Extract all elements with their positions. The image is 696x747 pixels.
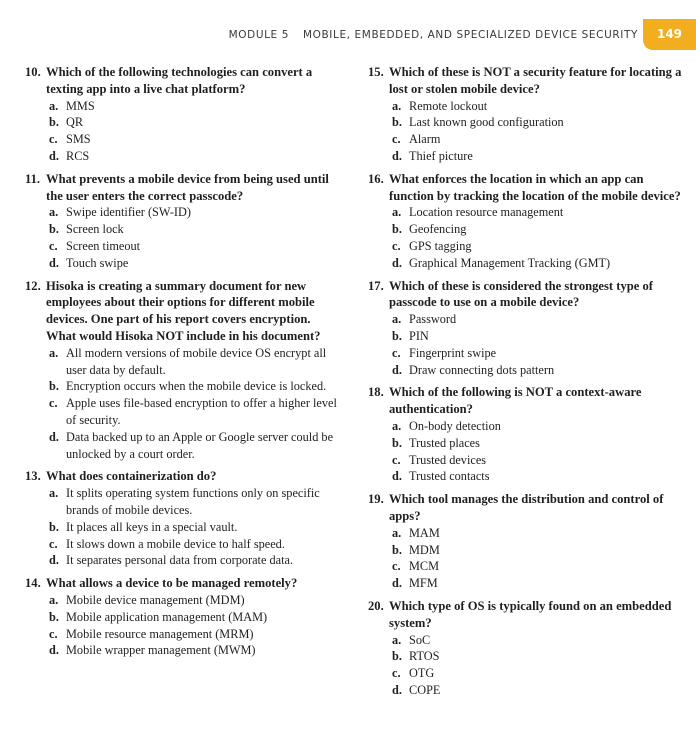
option-letter: b. xyxy=(392,328,402,343)
option-letter: c. xyxy=(392,132,401,147)
question-text: Which tool manages the distribution and control of apps? xyxy=(389,492,664,523)
question xyxy=(368,598,683,699)
option-letter: c. xyxy=(392,345,401,360)
answer-option xyxy=(368,682,683,699)
option-text: On-body detection xyxy=(409,418,501,433)
question-stem xyxy=(25,278,343,345)
answer-option xyxy=(25,131,343,148)
answer-option xyxy=(25,592,343,609)
answer-option xyxy=(25,485,343,519)
module-label: MODULE 5 xyxy=(228,29,290,41)
option-text: SoC xyxy=(409,632,431,647)
answer-option xyxy=(368,452,683,469)
answer-option xyxy=(368,131,683,148)
option-letter: c. xyxy=(49,626,58,641)
answer-option xyxy=(25,609,343,626)
option-letter: b. xyxy=(49,222,59,237)
answer-option xyxy=(368,204,683,221)
option-letter: b. xyxy=(392,542,402,557)
question-stem xyxy=(368,171,683,205)
question-stem xyxy=(25,171,343,205)
answer-option xyxy=(25,204,343,221)
answer-option xyxy=(368,255,683,272)
answer-option xyxy=(368,558,683,575)
answer-option xyxy=(25,536,343,553)
option-letter: b. xyxy=(392,115,402,130)
question-text: What enforces the location in which an app can function by tracking the location of the mobile device? xyxy=(389,171,681,203)
option-letter: b. xyxy=(392,222,402,237)
option-text: MFM xyxy=(409,576,438,591)
question-number: 10. xyxy=(25,65,41,79)
answer-option xyxy=(368,98,683,115)
option-letter: a. xyxy=(49,98,59,113)
question-number: 20. xyxy=(368,598,384,613)
question-number: 16. xyxy=(368,171,384,186)
option-text: Touch swipe xyxy=(66,255,129,270)
answer-option xyxy=(25,378,343,395)
option-text: It splits operating system functions only on specific brands of mobile devices. xyxy=(66,486,320,517)
option-text: Data backed up to an Apple or Google server could be unlocked by a court order. xyxy=(66,429,334,461)
option-text: MDM xyxy=(409,542,440,557)
option-text: Trusted places xyxy=(409,435,480,450)
question-text: Hisoka is creating a summary document for new employees about their options for different mobile devices. One part of his report covers encryption. What would Hisoka NOT include in his document? xyxy=(46,278,321,343)
answer-option xyxy=(25,395,343,429)
question xyxy=(25,468,343,569)
option-letter: b. xyxy=(392,649,402,664)
option-letter: c. xyxy=(49,132,58,147)
option-text: It separates personal data from corporate data. xyxy=(66,553,294,568)
question xyxy=(368,171,683,272)
option-letter: c. xyxy=(49,238,58,253)
question-text: What allows a device to be managed remotely? xyxy=(46,576,298,591)
answer-option xyxy=(368,328,683,345)
option-letter: c. xyxy=(392,666,401,681)
question-number: 15. xyxy=(368,65,384,79)
answer-option xyxy=(368,648,683,665)
answer-option xyxy=(25,552,343,569)
option-letter: c. xyxy=(392,452,401,467)
option-text: RCS xyxy=(66,148,90,163)
option-text: Swipe identifier (SW-ID) xyxy=(66,205,191,220)
option-text: Mobile device management (MDM) xyxy=(66,592,245,607)
question-stem xyxy=(25,575,343,592)
question xyxy=(368,491,683,592)
question xyxy=(25,171,343,272)
question-text: Which type of OS is typically found on an embedded system? xyxy=(389,598,672,630)
option-text: It slows down a mobile device to half speed. xyxy=(66,536,285,551)
answer-option xyxy=(368,345,683,362)
question-text: Which of the following technologies can convert a texting app into a live chat platform? xyxy=(46,65,313,96)
option-letter: d. xyxy=(49,553,59,568)
answer-option xyxy=(25,626,343,643)
option-text: PIN xyxy=(409,328,429,343)
question-number: 12. xyxy=(25,278,41,293)
answer-option xyxy=(368,238,683,255)
option-text: OTG xyxy=(409,666,435,681)
option-letter: b. xyxy=(49,519,59,534)
answer-option xyxy=(368,665,683,682)
option-letter: c. xyxy=(49,396,58,411)
option-text: Trusted devices xyxy=(409,452,487,467)
answer-option xyxy=(25,255,343,272)
option-text: Mobile resource management (MRM) xyxy=(66,626,254,641)
option-text: MMS xyxy=(66,98,95,113)
answer-option xyxy=(368,114,683,131)
answer-option xyxy=(25,238,343,255)
answer-option xyxy=(25,642,343,659)
question-stem xyxy=(368,384,683,418)
answer-option xyxy=(368,362,683,379)
question-number: 19. xyxy=(368,492,384,507)
option-letter: d. xyxy=(392,576,402,591)
question-number: 14. xyxy=(25,576,41,591)
option-text: Draw connecting dots pattern xyxy=(409,362,555,377)
answer-option xyxy=(25,114,343,131)
answer-option xyxy=(25,519,343,536)
option-letter: b. xyxy=(392,435,402,450)
answer-option xyxy=(368,468,683,485)
option-text: MAM xyxy=(409,525,440,540)
option-letter: a. xyxy=(392,418,402,433)
option-letter: d. xyxy=(392,362,402,377)
question xyxy=(368,64,683,165)
option-text: Mobile wrapper management (MWM) xyxy=(66,643,256,658)
option-letter: b. xyxy=(49,609,59,624)
option-letter: a. xyxy=(392,205,402,220)
option-letter: d. xyxy=(392,255,402,270)
option-text: Password xyxy=(409,312,457,327)
answer-option xyxy=(368,418,683,435)
option-text: Location resource management xyxy=(409,205,564,220)
answer-option xyxy=(368,435,683,452)
option-text: SMS xyxy=(66,132,91,147)
option-text: Trusted contacts xyxy=(409,469,490,484)
module-title: MOBILE, EMBEDDED, AND SPECIALIZED DEVICE SECURITY xyxy=(302,29,638,41)
answer-option xyxy=(25,429,343,463)
question-stem xyxy=(25,468,343,485)
question-text: Which of these is considered the strongest type of passcode to use on a mobile device? xyxy=(389,278,653,310)
option-text: Fingerprint swipe xyxy=(409,345,497,360)
question xyxy=(368,384,683,485)
option-letter: a. xyxy=(392,312,402,327)
answer-option xyxy=(25,148,343,165)
running-head xyxy=(229,29,638,41)
option-letter: d. xyxy=(392,469,402,484)
option-text: GPS tagging xyxy=(409,238,472,253)
option-text: Alarm xyxy=(409,132,441,147)
question-number: 11. xyxy=(25,171,41,186)
option-text: COPE xyxy=(409,682,441,697)
answer-option xyxy=(368,311,683,328)
answer-option xyxy=(368,221,683,238)
option-letter: a. xyxy=(49,205,59,220)
option-letter: a. xyxy=(392,525,402,540)
option-letter: c. xyxy=(49,536,58,551)
question xyxy=(25,64,343,165)
answer-option xyxy=(368,525,683,542)
question-text: What does containerization do? xyxy=(46,469,217,484)
option-letter: a. xyxy=(392,632,402,647)
question-number: 18. xyxy=(368,385,384,400)
question-text: What prevents a mobile device from being used until the user enters the correct passcode? xyxy=(46,171,329,203)
question-stem xyxy=(25,64,343,98)
page-number-tab xyxy=(643,19,696,50)
option-letter: d. xyxy=(49,643,59,658)
option-letter: d. xyxy=(49,148,59,163)
option-letter: d. xyxy=(392,682,402,697)
answer-option xyxy=(25,98,343,115)
answer-option xyxy=(25,345,343,379)
option-text: Encryption occurs when the mobile device is locked. xyxy=(66,379,327,394)
option-text: MCM xyxy=(409,559,440,574)
option-letter: a. xyxy=(392,98,402,113)
question-stem xyxy=(368,278,683,312)
option-text: Thief picture xyxy=(409,148,473,163)
question-text: Which of the following is NOT a context-aware authentication? xyxy=(389,385,642,417)
question-number: 17. xyxy=(368,278,384,293)
question xyxy=(25,575,343,659)
option-letter: c. xyxy=(392,559,401,574)
option-text: All modern versions of mobile device OS encrypt all user data by default. xyxy=(66,345,327,377)
page-header xyxy=(0,0,696,50)
answer-option xyxy=(368,148,683,165)
option-text: Graphical Management Tracking (GMT) xyxy=(409,255,611,270)
option-letter: a. xyxy=(49,486,59,501)
answer-option xyxy=(368,575,683,592)
option-text: RTOS xyxy=(409,649,440,664)
question xyxy=(368,278,683,379)
option-letter: b. xyxy=(49,379,59,394)
option-letter: a. xyxy=(49,592,59,607)
question-stem xyxy=(368,598,683,632)
option-text: It places all keys in a special vault. xyxy=(66,519,238,534)
option-letter: a. xyxy=(49,345,59,360)
option-text: Mobile application management (MAM) xyxy=(66,609,268,624)
option-text: Geofencing xyxy=(409,222,467,237)
option-text: Screen timeout xyxy=(66,238,141,253)
option-text: Screen lock xyxy=(66,222,124,237)
option-text: QR xyxy=(66,115,84,130)
answer-option xyxy=(368,542,683,559)
question-number: 13. xyxy=(25,469,41,484)
page-number: 149 xyxy=(656,27,683,41)
option-letter: d. xyxy=(392,148,402,163)
question-stem xyxy=(368,64,683,98)
answer-option xyxy=(25,221,343,238)
option-letter: b. xyxy=(49,115,59,130)
question xyxy=(25,278,343,463)
option-text: Apple uses file-based encryption to offer a higher level of security. xyxy=(66,396,337,427)
option-text: Last known good configuration xyxy=(409,115,564,130)
option-letter: d. xyxy=(49,255,59,270)
option-letter: d. xyxy=(49,429,59,444)
answer-option xyxy=(368,632,683,649)
question-stem xyxy=(368,491,683,525)
option-text: Remote lockout xyxy=(409,98,488,113)
right-column xyxy=(368,64,683,705)
question-text: Which of these is NOT a security feature for locating a lost or stolen mobile device? xyxy=(389,65,682,96)
option-letter: c. xyxy=(392,238,401,253)
left-column xyxy=(25,64,343,665)
